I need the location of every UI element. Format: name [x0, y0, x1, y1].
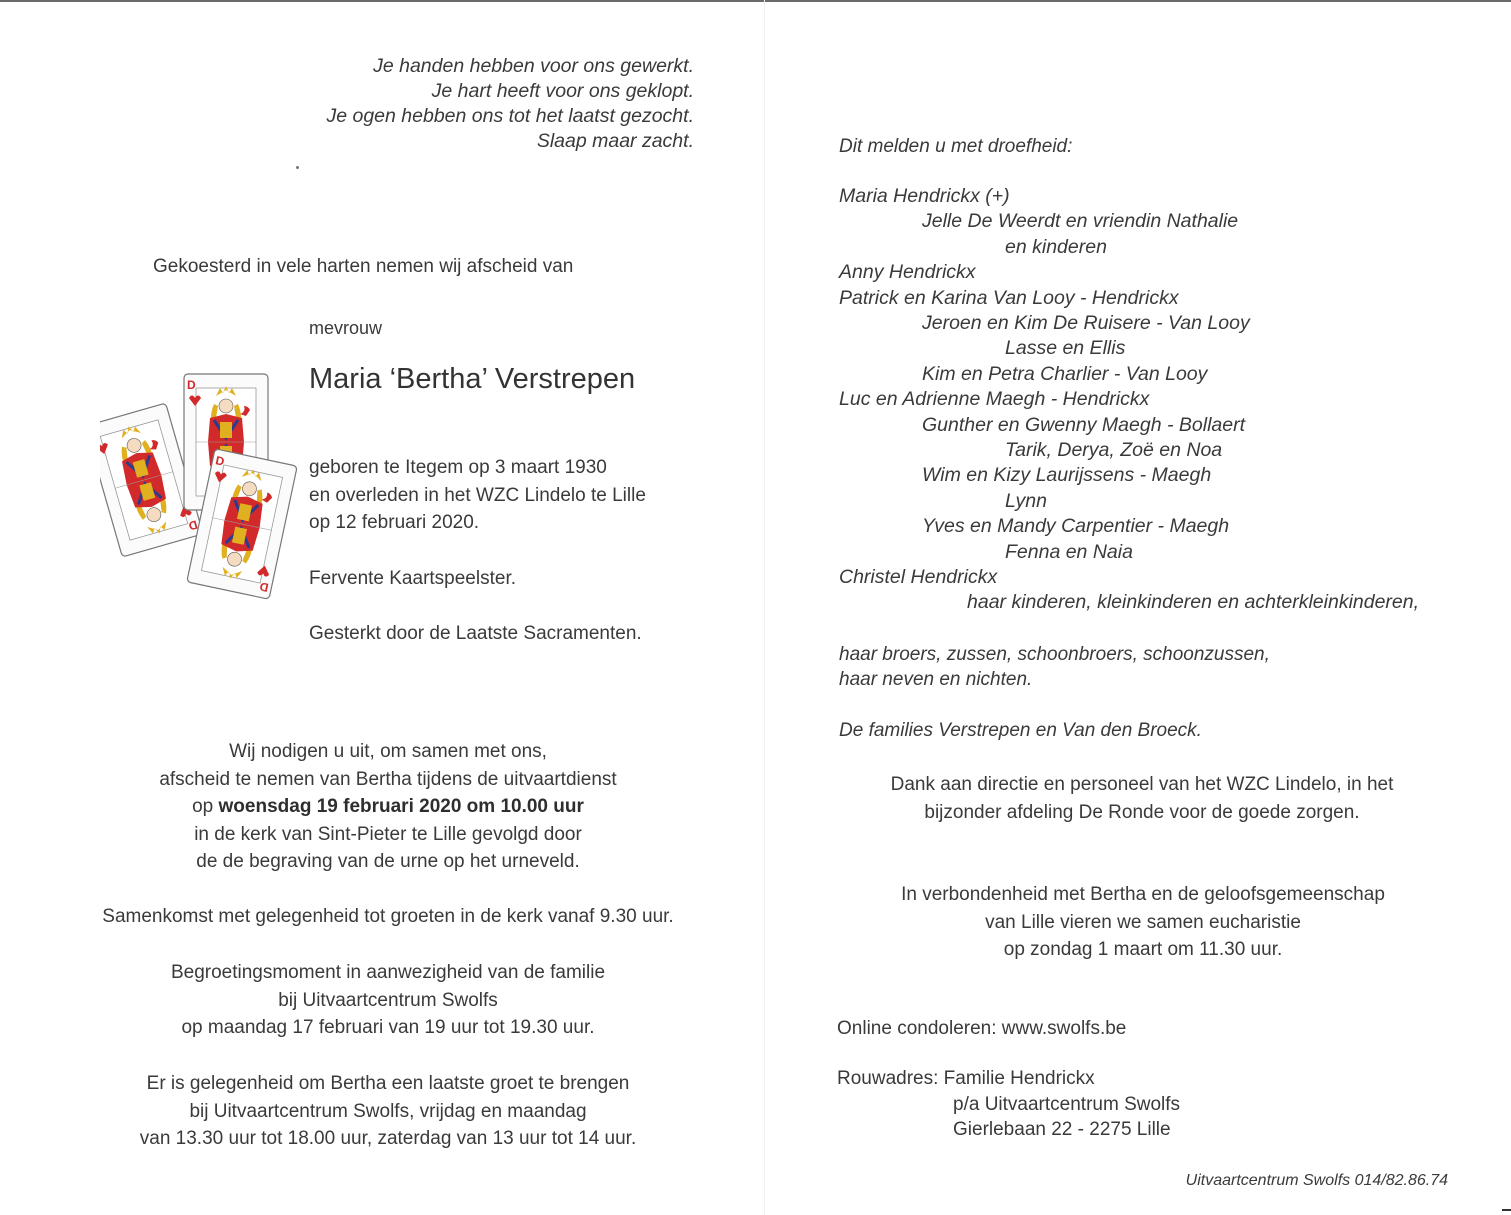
mass-line: van Lille vieren we samen eucharistie [985, 911, 1301, 933]
announcement-heading: Dit melden u met droefheid: [839, 136, 1073, 157]
visitation-line: bij Uitvaartcentrum Swolfs, vrijdag en maandag [189, 1100, 587, 1122]
deceased-name: Maria ‘Bertha’ Verstrepen [309, 363, 636, 395]
mourning-address-line: p/a Uitvaartcentrum Swolfs [953, 1094, 1181, 1115]
mourner-line: Lasse en Ellis [1005, 337, 1126, 360]
playing-cards-image: D [100, 372, 300, 600]
title-prefix: mevrouw [309, 318, 383, 338]
poem-line: Je hart heeft voor ons geklopt. [431, 80, 694, 102]
thanks-text [840, 771, 1444, 826]
invite-line: afscheid te nemen van Bertha tijdens de uitvaartdienst [159, 768, 617, 790]
visitation-info [88, 1070, 688, 1153]
birth-line: geboren te Itegem op 3 maart 1930 [309, 457, 607, 478]
memorial-mass [843, 881, 1443, 964]
mourning-address-label: Rouwadres: Familie Hendrickx [837, 1068, 1095, 1089]
greeting-line: op maandag 17 februari van 19 uur tot 19.30 uur. [181, 1017, 595, 1038]
mourner-line: Kim en Petra Charlier - Van Looy [922, 362, 1208, 385]
invite-date-line [88, 793, 688, 821]
poem-line: Je handen hebben voor ons gewerkt. [373, 55, 694, 77]
extended-family [839, 642, 1270, 692]
extended-family-line: haar broers, zussen, schoonbroers, schoonzussen, [839, 644, 1270, 665]
greeting-moment [88, 959, 688, 1042]
funeral-invitation [88, 738, 688, 876]
invite-line: in de kerk van Sint-Pieter te Lille gevolgd door [194, 823, 582, 845]
mourner-line: Fenna en Naia [1005, 540, 1133, 563]
mourner-line: Tarik, Derya, Zoë en Noa [1005, 439, 1223, 461]
scan-speck [296, 166, 299, 169]
mass-line: op zondag 1 maart om 11.30 uur. [1003, 939, 1283, 960]
hobby-text: Fervente Kaartspeelster. [309, 568, 516, 589]
mourning-address-line: Gierlebaan 22 - 2275 Lille [953, 1119, 1171, 1140]
poem-line: Je ogen hebben ons tot het laatst gezocht. [326, 105, 694, 127]
greeting-line: Begroetingsmoment in aanwezigheid van de familie [170, 962, 606, 983]
poem-line: Slaap maar zacht. [536, 130, 694, 152]
invite-line: Wij nodigen u uit, om samen met ons, [229, 741, 547, 762]
mourner-line: Yves en Mandy Carpentier - Maegh [922, 515, 1230, 538]
funeral-datetime: woensdag 19 februari 2020 om 10.00 uur [218, 796, 584, 817]
invite-date-prefix: op [192, 796, 219, 817]
mourner-line: en kinderen [1005, 235, 1107, 258]
mourner-line: Jelle De Weerdt en vriendin Nathalie [922, 210, 1239, 233]
intro-text: Gekoesterd in vele harten nemen wij afscheid van [153, 256, 574, 277]
mourner-line: Patrick en Karina Van Looy - Hendrickx [839, 286, 1179, 309]
greeting-line: bij Uitvaartcentrum Swolfs [278, 989, 498, 1011]
thanks-line: bijzonder afdeling De Ronde voor de goede zorgen. [924, 801, 1360, 823]
death-date-line: op 12 februari 2020. [309, 512, 480, 533]
mourner-line: Gunther en Gwenny Maegh - Bollaert [922, 413, 1246, 436]
mourner-line: Christel Hendrickx [839, 566, 998, 588]
mourner-line: Jeroen en Kim De Ruisere - Van Looy [922, 312, 1250, 334]
mass-line: In verbondenheid met Bertha en de geloofsgemeenschap [901, 884, 1385, 905]
extended-family-line: haar neven en nichten. [839, 669, 1033, 690]
gathering-text: Samenkomst met gelegenheid tot groeten in de kerk vanaf 9.30 uur. [102, 906, 674, 927]
page-fold [764, 0, 765, 1215]
mourner-line: Lynn [1005, 489, 1047, 512]
mourner-line: Anny Hendrickx [839, 261, 976, 284]
visitation-line: Er is gelegenheid om Bertha een laatste groet te brengen [146, 1073, 630, 1094]
families-line: De families Verstrepen en Van den Broeck. [839, 720, 1202, 741]
funeral-home-footer: Uitvaartcentrum Swolfs 014/82.86.74 [1185, 1172, 1448, 1189]
birth-death-info [309, 454, 646, 537]
death-line: en overleden in het WZC Lindelo te Lille [309, 484, 646, 506]
mourner-line: Luc en Adrienne Maegh - Hendrickx [839, 388, 1150, 411]
top-border-line [0, 0, 1511, 2]
edge-mark [1502, 1209, 1511, 1211]
sacraments-text: Gesterkt door de Laatste Sacramenten. [309, 623, 642, 644]
poem [250, 54, 694, 154]
thanks-line: Dank aan directie en personeel van het WZC Lindelo, in het [890, 774, 1394, 795]
invite-line: de de begraving van de urne op het urneveld. [196, 851, 580, 872]
mourner-line: Maria Hendrickx (+) [839, 185, 1010, 207]
online-condolences: Online condoleren: www.swolfs.be [837, 1018, 1127, 1039]
visitation-line: van 13.30 uur tot 18.00 uur, zaterdag van 13 uur tot 14 uur. [139, 1128, 637, 1149]
mourner-line: haar kinderen, kleinkinderen en achterkleinkinderen, [967, 591, 1420, 614]
mourner-line: Wim en Kizy Laurijssens - Maegh [922, 464, 1212, 487]
